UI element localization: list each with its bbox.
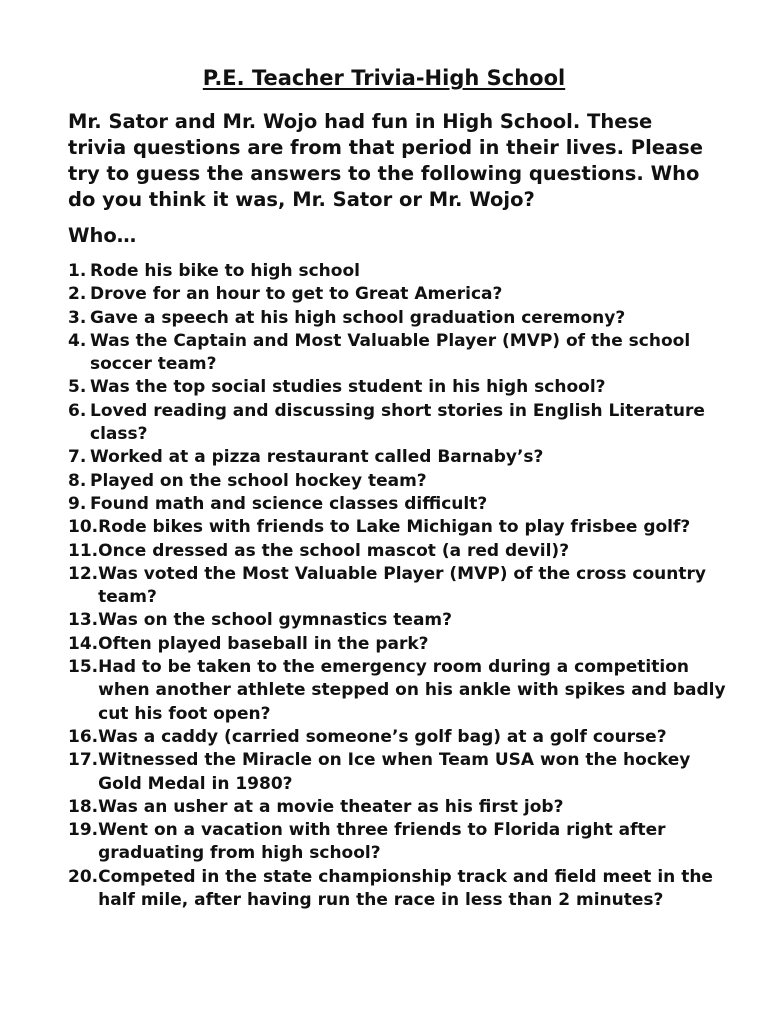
question-number: 17. bbox=[68, 750, 99, 771]
question-number: 11. bbox=[68, 540, 99, 561]
question-text: Played on the school hockey team? bbox=[90, 470, 427, 491]
question-number: 8. bbox=[68, 470, 87, 491]
question-text: Had to be taken to the emergency room during a competition when another athlete stepped on his ankle with spikes and badly cut his foot open? bbox=[98, 657, 726, 724]
question-item bbox=[68, 563, 728, 610]
question-text: Was a caddy (carried someone’s golf bag) at a golf course? bbox=[98, 726, 667, 747]
question-item bbox=[68, 796, 728, 819]
question-number: 3. bbox=[68, 307, 87, 328]
question-text: Loved reading and discussing short stories in English Literature class? bbox=[90, 400, 705, 445]
question-number: 18. bbox=[68, 796, 99, 817]
question-item bbox=[68, 609, 728, 632]
question-item bbox=[68, 376, 728, 399]
question-item bbox=[68, 819, 728, 866]
page-title: P.E. Teacher Trivia-High School bbox=[202, 66, 566, 90]
question-text: Competed in the state championship track and field meet in the half mile, after having run the race in less than 2 minutes? bbox=[98, 866, 713, 911]
question-text: Worked at a pizza restaurant called Barnaby’s? bbox=[90, 447, 544, 468]
question-number: 1. bbox=[68, 261, 87, 281]
question-number: 12. bbox=[68, 563, 99, 584]
question-text: Drove for an hour to get to Great America? bbox=[90, 284, 503, 305]
question-text: Rode his bike to high school bbox=[90, 261, 360, 281]
question-text: Witnessed the Miracle on Ice when Team USA won the hockey Gold Medal in 1980? bbox=[98, 750, 691, 794]
who-label: Who… bbox=[68, 224, 137, 247]
question-item bbox=[68, 540, 728, 563]
question-text: Went on a vacation with three friends to Florida right after graduating from high school? bbox=[98, 820, 666, 864]
question-item bbox=[68, 726, 728, 749]
question-item bbox=[68, 470, 728, 493]
question-number: 6. bbox=[68, 400, 87, 421]
question-text: Was on the school gymnastics team? bbox=[98, 610, 452, 631]
question-item bbox=[68, 633, 728, 656]
question-text: Was the top social studies student in his high school? bbox=[90, 377, 606, 398]
question-number: 14. bbox=[68, 633, 99, 654]
question-number: 2. bbox=[68, 284, 87, 305]
question-item bbox=[68, 283, 728, 306]
question-item bbox=[68, 330, 728, 377]
question-item bbox=[68, 516, 728, 539]
question-text: Often played baseball in the park? bbox=[98, 633, 429, 654]
question-item bbox=[68, 446, 728, 469]
question-item bbox=[68, 493, 728, 516]
question-number: 9. bbox=[68, 493, 87, 514]
question-number: 20. bbox=[68, 866, 99, 887]
question-text: Was the Captain and Most Valuable Player (MVP) of the school soccer team? bbox=[90, 330, 691, 375]
intro-paragraph: Mr. Sator and Mr. Wojo had fun in High School. These trivia questions are from that period in their lives. Please try to guess the answers to the following questions. Who do you think it was, Mr. Sator or Mr. Wojo? bbox=[68, 110, 703, 211]
question-number: 15. bbox=[68, 657, 99, 678]
question-text: Was voted the Most Valuable Player (MVP) of the cross country team? bbox=[98, 563, 706, 608]
question-list bbox=[68, 260, 728, 912]
question-text: Once dressed as the school mascot (a red devil)? bbox=[98, 540, 570, 561]
question-number: 16. bbox=[68, 726, 99, 747]
question-item bbox=[68, 260, 728, 283]
question-item bbox=[68, 400, 728, 447]
question-text: Found math and science classes difficult? bbox=[90, 493, 488, 514]
question-number: 4. bbox=[68, 330, 87, 351]
question-text: Rode bikes with friends to Lake Michigan to play frisbee golf? bbox=[98, 517, 691, 538]
question-item bbox=[68, 307, 728, 330]
question-item bbox=[68, 656, 728, 726]
question-number: 13. bbox=[68, 610, 99, 631]
question-number: 7. bbox=[68, 447, 87, 468]
question-item bbox=[68, 749, 728, 796]
question-item bbox=[68, 866, 728, 913]
question-number: 10. bbox=[68, 517, 99, 538]
question-number: 19. bbox=[68, 820, 99, 841]
question-text: Was an usher at a movie theater as his first job? bbox=[98, 796, 564, 817]
question-number: 5. bbox=[68, 377, 87, 398]
question-text: Gave a speech at his high school graduation ceremony? bbox=[90, 307, 626, 328]
